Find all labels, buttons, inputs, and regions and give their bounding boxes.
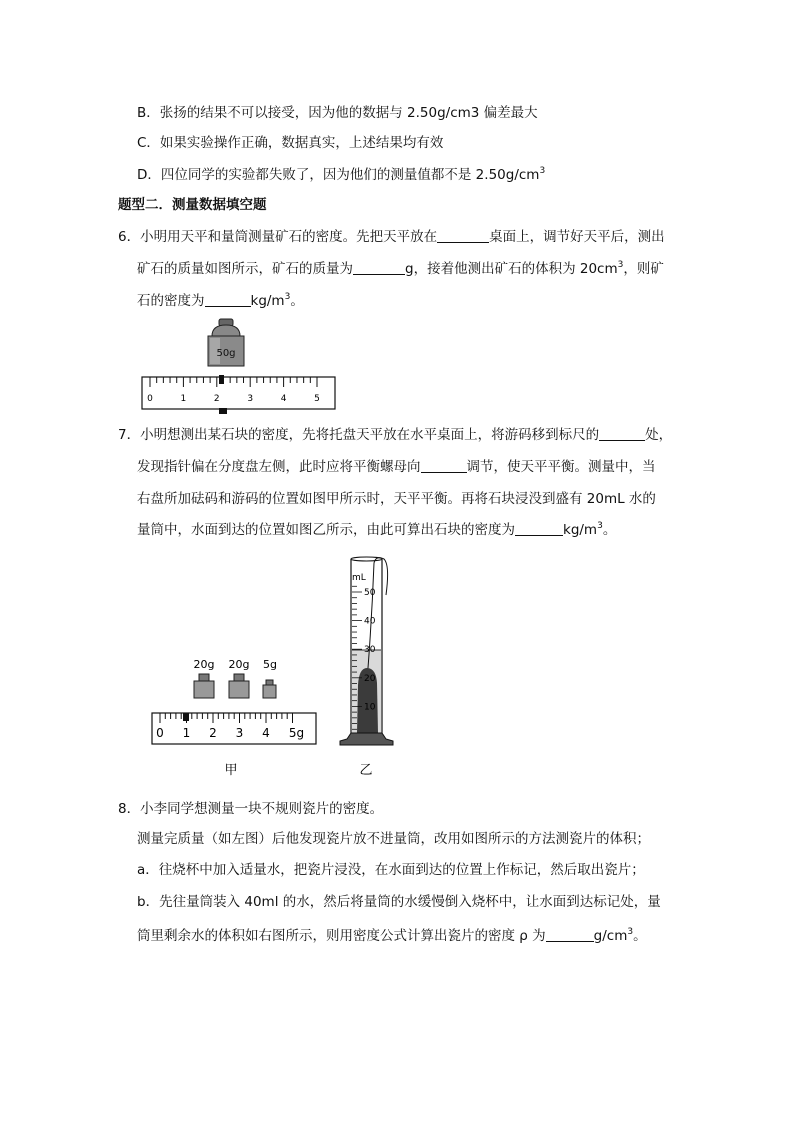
- rider-top: [219, 375, 224, 384]
- weight-20g-label-1: 20g: [193, 658, 215, 671]
- scale-label: 3: [235, 726, 244, 740]
- q8-l2: 测量完质量（如左图）后他发现瓷片放不进量筒，改用如图所示的方法测瓷片的体积；: [137, 831, 650, 847]
- q7-fig-b-cylinder: [338, 555, 408, 780]
- option-d-text: D．四位同学的实验都失败了，因为他们的测量值都不是 2.50g/cm: [137, 167, 540, 183]
- q7-line-4: [137, 520, 616, 540]
- q6-line-3: [137, 291, 304, 311]
- q7-line-2: [137, 457, 656, 477]
- scale-label: 3: [247, 394, 254, 404]
- q8-line-3: [137, 860, 645, 880]
- option-b-text: B．张扬的结果不可以接受，因为他的数据与 2.50g/cm3 偏差最大: [137, 105, 538, 121]
- option-d-sup: 3: [539, 166, 546, 176]
- caption-a: 甲: [224, 763, 238, 778]
- q8-l5c: 。: [633, 928, 647, 944]
- q6-l2c: ，则矿: [623, 261, 664, 277]
- scale-label: 1: [182, 726, 191, 740]
- q8-line-2: [137, 829, 650, 849]
- q6-line-2: [137, 259, 664, 279]
- cylinder-base: [340, 733, 393, 745]
- caption-b: 乙: [359, 763, 373, 778]
- section-title-text: 题型二．测量数据填空题: [118, 197, 267, 213]
- scale-label: 5g: [288, 726, 305, 740]
- q7-l3: 右盘所加砝码和游码的位置如图甲所示时，天平平衡。再将石块浸没到盛有 20mL 水的: [137, 491, 656, 507]
- q6-line-1: [118, 227, 665, 247]
- q7-line-3: [137, 489, 656, 509]
- q7-fig-a: [148, 652, 323, 780]
- cylinder-label: 20: [364, 673, 376, 684]
- q6-l3sup: 3: [284, 292, 291, 302]
- q6-blank-1[interactable]: [437, 228, 489, 243]
- q7-l4sup: 3: [597, 521, 603, 531]
- rider-bottom: [219, 408, 227, 414]
- q7-l4a: 量筒中，水面到达的位置如图乙所示，由此可算出石块的密度为: [137, 522, 515, 538]
- weight-20g-label-2: 20g: [228, 658, 250, 671]
- weight-20g-icon: [229, 658, 250, 698]
- weight-5g-icon: [263, 658, 277, 698]
- q7-blank-2[interactable]: [421, 458, 467, 473]
- q6-l1b: 桌面上，调节好天平后，测出: [489, 229, 665, 245]
- q8-line-1: [118, 799, 383, 819]
- q6-l2sup: 3: [617, 260, 624, 270]
- q6-l3a: 石的密度为: [137, 293, 205, 309]
- scale-label: 5: [314, 394, 320, 404]
- option-c: [137, 133, 443, 153]
- q6-l1a: 6．小明用天平和量筒测量矿石的密度。先把天平放在: [118, 229, 438, 245]
- q8-line-5: [137, 926, 647, 946]
- q7-l2b: 调节，使天平平衡。测量中，当: [466, 459, 656, 475]
- scale-label: 0: [147, 394, 153, 404]
- q7-l2a: 发现指针偏在分度盘左侧，此时应将平衡螺母向: [137, 459, 421, 475]
- weight-5g-label: 5g: [263, 658, 277, 671]
- weight-50g-icon: [208, 319, 244, 366]
- q6-balance-figure: [138, 315, 343, 417]
- scale-label: 4: [262, 726, 270, 740]
- cylinder-label: 40: [364, 616, 376, 627]
- option-c-text: C．如果实验操作正确，数据真实，上述结果均有效: [137, 135, 444, 151]
- q6-blank-3[interactable]: [205, 292, 251, 307]
- q8-l5sup: 3: [627, 927, 634, 937]
- q7-l4c: 。: [602, 522, 617, 538]
- q8-l5b: g/cm: [593, 928, 628, 944]
- q8-l5a: 筒里剩余水的体积如右图所示，则用密度公式计算出瓷片的密度 ρ 为: [137, 928, 546, 944]
- scale-label: 0: [156, 726, 164, 740]
- cylinder-label: 50: [364, 588, 376, 598]
- q7-l4b: kg/m: [563, 522, 598, 538]
- option-b: [137, 103, 538, 123]
- scale-bar: [142, 377, 335, 409]
- q6-blank-2[interactable]: [353, 260, 405, 275]
- cylinder-label: 10: [364, 702, 376, 713]
- q8-blank-1[interactable]: [546, 927, 594, 942]
- weight-20g-icon: [194, 658, 215, 698]
- q8-l3: a．往烧杯中加入适量水，把瓷片浸没，在水面到达的位置上作标记，然后取出瓷片；: [137, 862, 645, 878]
- option-d: [137, 165, 545, 185]
- q7-line-1: [118, 425, 672, 445]
- weight-label: 50g: [216, 348, 236, 359]
- q6-l3b: kg/m: [250, 293, 285, 309]
- scale-label: 4: [280, 394, 287, 404]
- q8-l1: 8．小李同学想测量一块不规则瓷片的密度。: [118, 801, 384, 817]
- q6-l2b: g，接着他测出矿石的体积为 20cm: [405, 261, 618, 277]
- cylinder-label: 30: [364, 645, 376, 656]
- q6-l2a: 矿石的质量如图所示，矿石的质量为: [137, 261, 353, 277]
- q7-blank-3[interactable]: [515, 521, 563, 536]
- section-title: [118, 195, 267, 215]
- q6-l3c: 。: [290, 293, 304, 309]
- q7-l1a: 7．小明想测出某石块的密度，先将托盘天平放在水平桌面上，将游码移到标尺的: [118, 427, 600, 443]
- q7-blank-1[interactable]: [599, 426, 645, 441]
- q8-l4: b．先往量筒装入 40ml 的水，然后将量筒的水缓慢倒入烧杯中，让水面到达标记处，量: [137, 894, 661, 910]
- scale-label: 2: [213, 394, 220, 404]
- scale-label: 1: [180, 394, 187, 404]
- cylinder-unit: mL: [352, 573, 366, 583]
- rider-a: [183, 713, 189, 721]
- q8-line-4: [137, 892, 661, 912]
- q7-l1b: 处，: [645, 427, 673, 443]
- scale-label: 2: [209, 726, 217, 740]
